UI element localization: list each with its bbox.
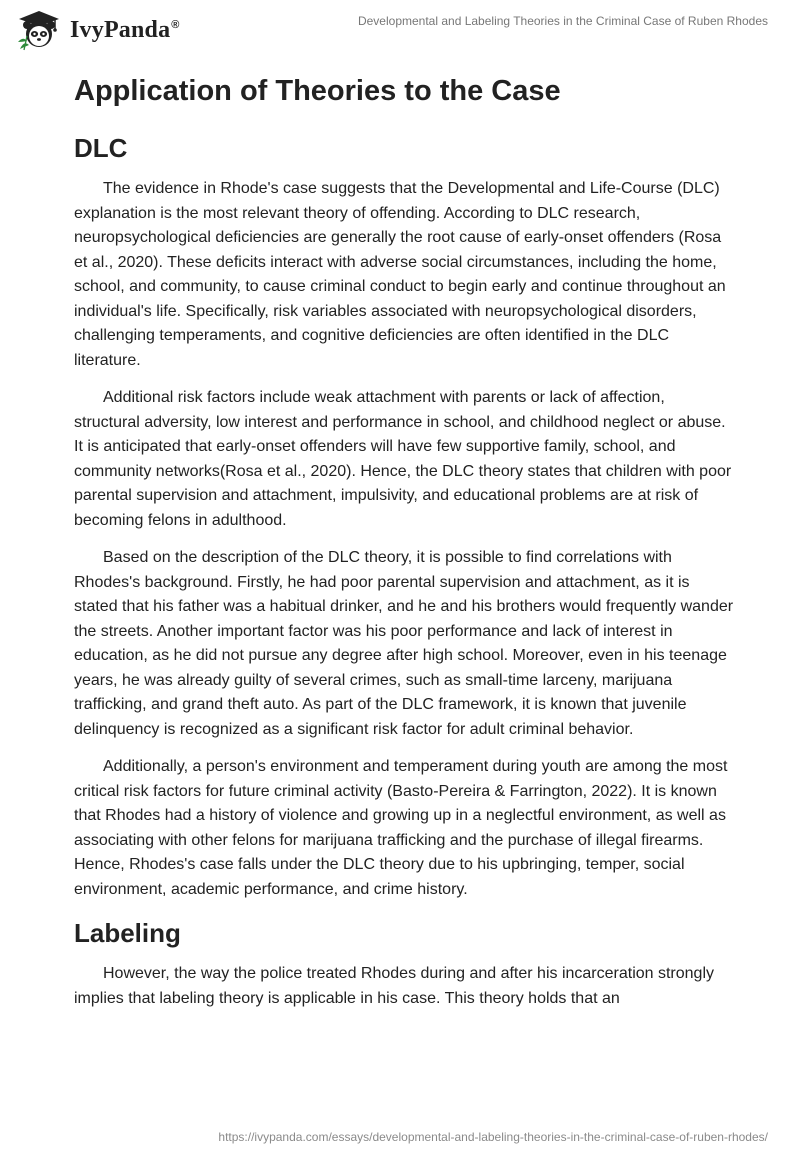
paragraph: However, the way the police treated Rhodes during and after his incarceration strongly implies that labeling theory is applicable in his case. This theory holds that an	[74, 965, 715, 1007]
page-title: Application of Theories to the Case	[74, 75, 561, 107]
paragraph: The evidence in Rhode's case suggests that the Developmental and Life-Course (DLC) explanation is the most relevant theory of offending. According to DLC research, neuropsychological deficiencies are generally the root cause of early-onset offenders (Rosa et al., 2020). These deficits interact with adverse social circumstances, including the home, school, and community, to cause criminal conduct to begin early and continue throughout an individual's life. Specifically, risk variables associated with neuropsychological disorders, challenging temperaments, and cognitive deficiencies are often identified in the DLC literature.	[74, 180, 726, 369]
page-header	[0, 0, 800, 56]
paragraph: Based on the description of the DLC theory, it is possible to find correlations with Rhodes's background. Firstly, he had poor parental supervision and attachment, as it is stated that his father was a habitual drinker, and he and his brothers would frequently wander the streets. Another important factor was his poor performance and lack of interest in education, as he did not pursue any degree after high school. Moreover, even in his teenage years, he was already guilty of several crimes, such as small-time larceny, marijuana trafficking, and grand theft auto. As part of the DLC framework, it is known that juvenile delinquency is recognized as a significant risk factor for adult criminal behavior.	[74, 549, 734, 738]
logo-text: IvyPanda	[70, 16, 171, 43]
paragraph: Additionally, a person's environment and temperament during youth are among the most critical risk factors for future criminal activity (Basto-Pereira & Farrington, 2022). It is known that Rhodes had a history of violence and growing up in a neglectful environment, as well as associating with other felons for marijuana trafficking and the purchase of illegal firearms. Hence, Rhodes's case falls under the DLC theory due to his upbringing, temper, social environment, academic performance, and crime history.	[74, 758, 728, 898]
essay-content	[74, 72, 734, 1011]
panda-graduate-logo-icon	[14, 9, 64, 51]
logo-wordmark	[70, 17, 180, 44]
section-heading-labeling: Labeling	[74, 918, 181, 948]
paragraph: Additional risk factors include weak attachment with parents or lack of affection, structural adversity, low interest and performance in school, and childhood neglect or abuse. It is anticipated that early-onset offenders will have few supportive family, school, and community networks(Rosa et al., 2020). Hence, the DLC theory states that children with poor parental supervision and attachment, impulsivity, and educational problems are at risk of becoming felons in adulthood.	[74, 389, 732, 529]
section-heading-dlc: DLC	[74, 133, 128, 163]
document-title: Developmental and Labeling Theories in the Criminal Case of Ruben Rhodes	[357, 14, 768, 28]
footer-url-link[interactable]: https://ivypanda.com/essays/developmental-and-labeling-theories-in-the-criminal-case-of-ruben-rhodes/	[218, 1130, 768, 1144]
registered-mark: ®	[171, 18, 180, 31]
ivypanda-logo[interactable]	[14, 9, 180, 51]
